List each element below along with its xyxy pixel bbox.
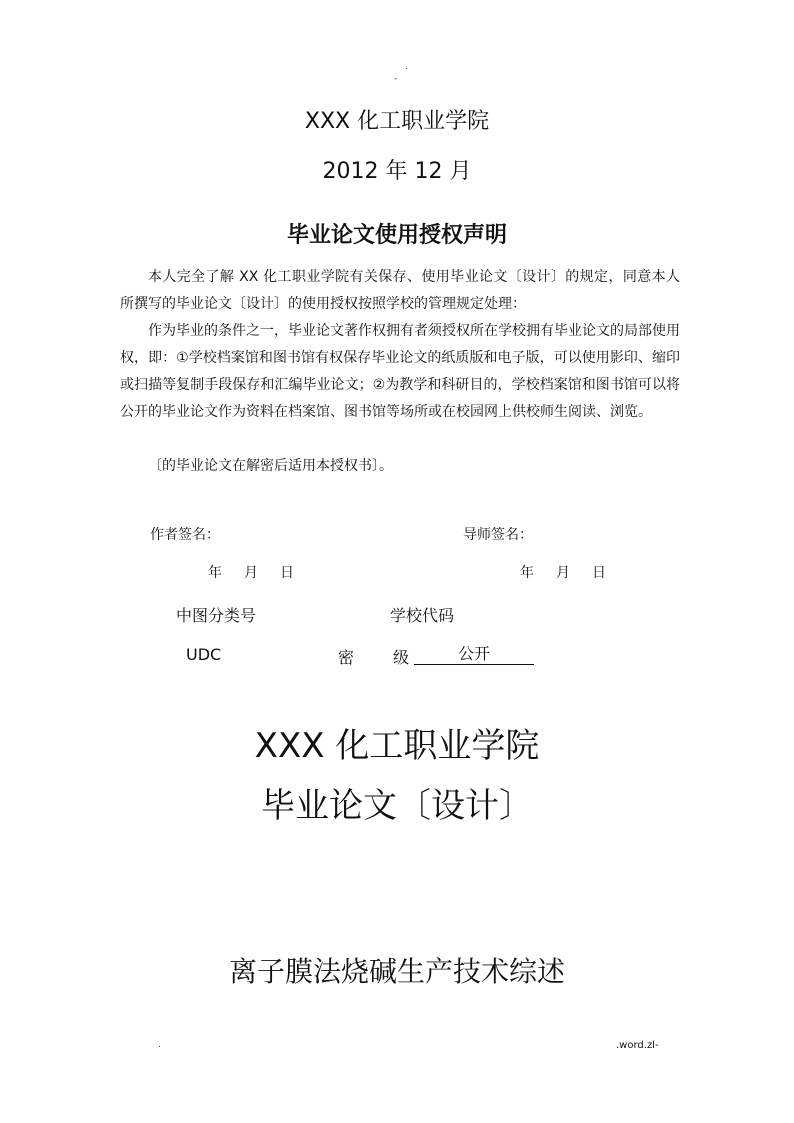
secret-label: 密 xyxy=(338,648,355,667)
date: 2012 年 12 月 xyxy=(322,159,472,184)
statement-title: 毕业论文使用授权声明 xyxy=(286,223,507,248)
header-dot: . xyxy=(405,62,408,72)
cover-type: 毕业论文〔设计〕 xyxy=(261,786,533,826)
cover-school: XXX 化工职业学院 xyxy=(254,726,540,766)
udc-label: UDC xyxy=(186,645,222,664)
school-code-label: 学校代码 xyxy=(390,606,455,625)
month-label: 月 xyxy=(556,565,570,581)
day-label: 日 xyxy=(280,565,294,581)
header-mark: - xyxy=(394,74,398,84)
day-label: 日 xyxy=(592,565,606,581)
year-label: 年 xyxy=(520,565,534,581)
secret-level-value: 公开 xyxy=(414,644,534,665)
author-date xyxy=(208,562,316,582)
school-name: XXX 化工职业学院 xyxy=(304,109,490,134)
paragraph-2: 作为毕业的条件之一，毕业论文著作权拥有者须授权所在学校拥有毕业论文的局部使用权，即：①学校档案馆和图书馆有权保存毕业论文的纸质版和电子版，可以使用影印、缩印或扫描等复制手段保存和汇编毕业论文；②为教学和科研目的，学校档案馆和图书馆可以将公开的毕业论文作为资料在档案馆、图书馆等场所或在校园网上供校师生阅读、浏览。 xyxy=(120,323,680,420)
advisor-sign-label: 导师签名： xyxy=(463,527,533,543)
level-label: 级 xyxy=(393,648,410,667)
author-sign-label: 作者签名： xyxy=(150,527,220,543)
footer-left-dot: . xyxy=(158,1040,161,1050)
advisor-date xyxy=(520,562,628,582)
classification-label: 中图分类号 xyxy=(176,606,257,625)
month-label: 月 xyxy=(244,565,258,581)
footer-right: .word.zl- xyxy=(616,1040,659,1051)
thesis-title: 离子膜法烧碱生产技术综述 xyxy=(228,955,565,988)
year-label: 年 xyxy=(208,565,222,581)
secret-level-field xyxy=(414,644,534,665)
paragraph-1: 本人完全了解 XX 化工职业学院有关保存、使用毕业论文〔设计〕的规定，同意本人所撰写的毕业论文〔设计〕的使用授权按照学校的管理规定处理： xyxy=(120,269,680,312)
paragraph-3: 〔的毕业论文在解密后适用本授权书〕。 xyxy=(148,458,393,474)
